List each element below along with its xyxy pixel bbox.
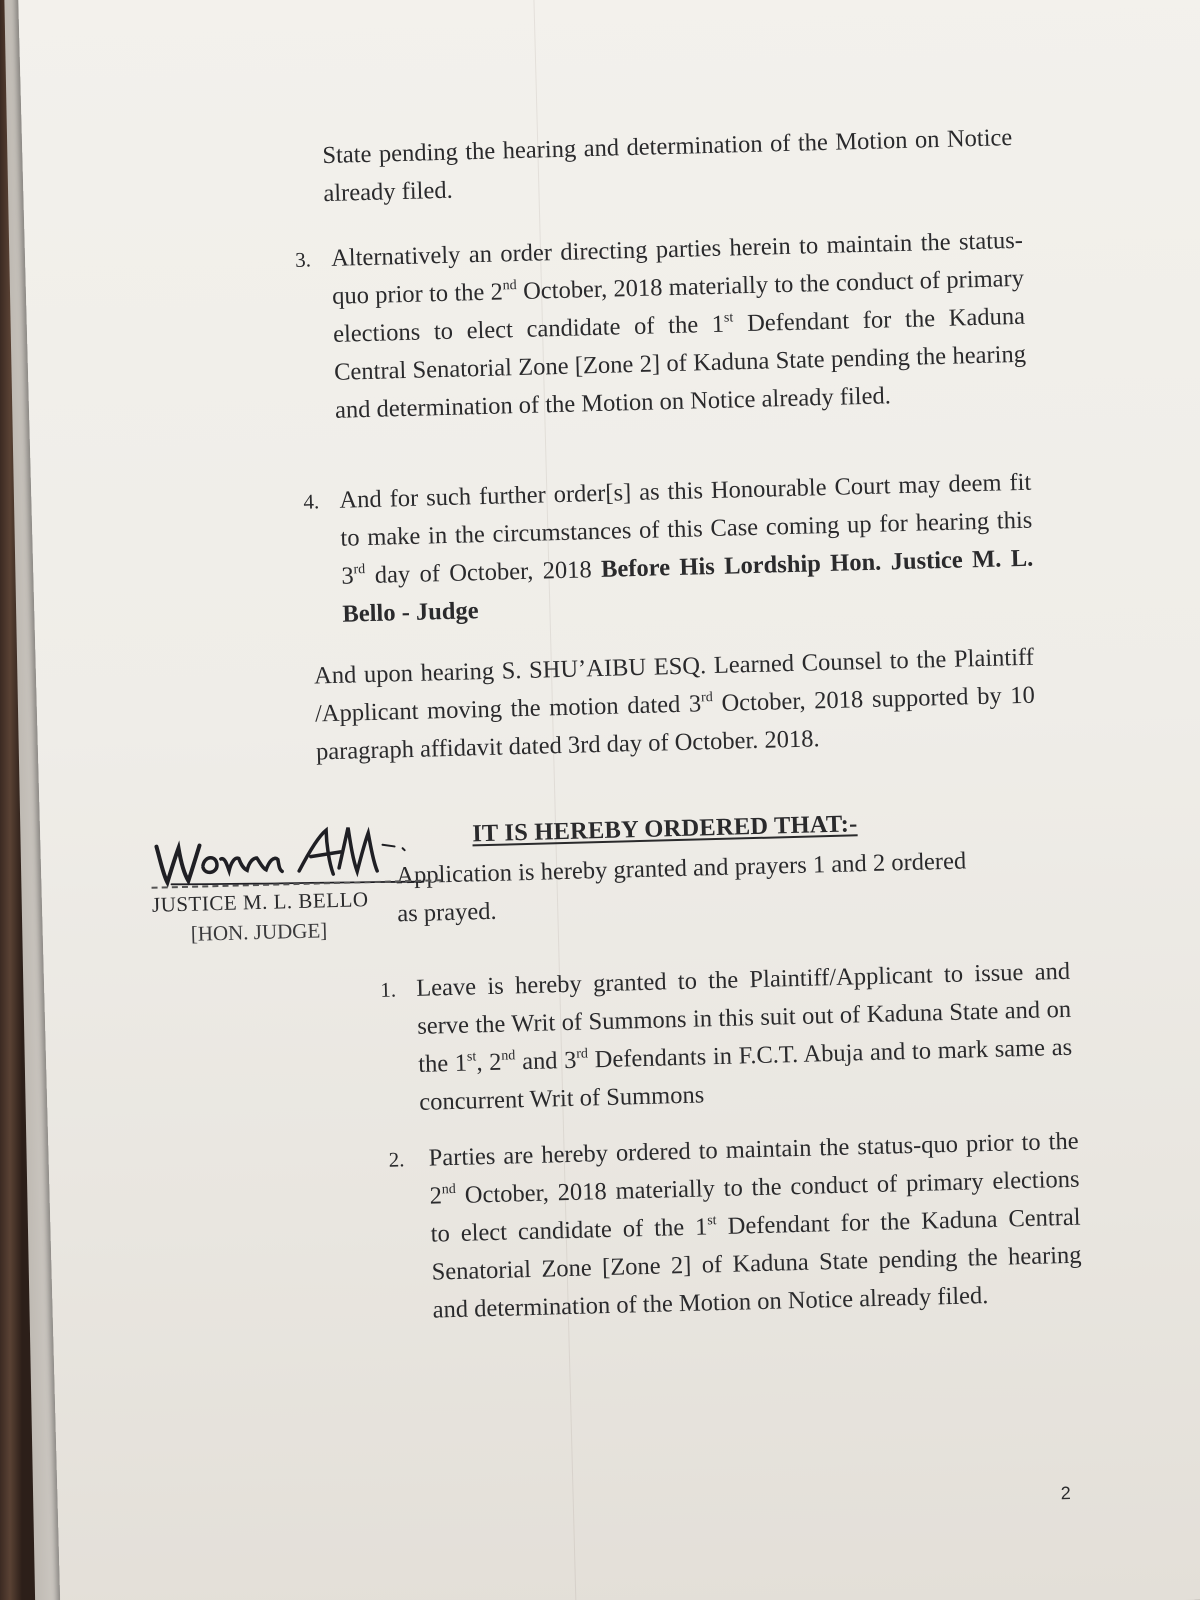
order-2-text-a: Parties are hereby ordered to maintain the status-quo prior to the 2: [428, 1127, 1079, 1210]
prayer-3-sup-b: st: [723, 310, 734, 326]
order-2-sup-a: nd: [441, 1181, 456, 1198]
prayer-number-3: 3.: [294, 247, 312, 272]
order-body-2: [428, 1123, 1083, 1330]
order-1-sup-a: st: [466, 1049, 477, 1065]
order-2-sup-b: st: [707, 1213, 717, 1229]
order-1-sup-c: rd: [576, 1046, 589, 1062]
judge-title: [HON. JUDGE]: [190, 918, 328, 946]
prayer-item-3: [295, 222, 1028, 441]
prayer-4-sup-a: rd: [353, 562, 366, 578]
prayer-item-4: [303, 464, 1035, 643]
prayer-body-3: [331, 222, 1028, 430]
order-1-text-b: , 2: [476, 1048, 502, 1077]
hearing-text-b: October, 2018 supported by 10 paragraph affidavit dated 3rd day of October. 2018.: [315, 681, 1036, 766]
prayer-4-bold-text: Before His Lordship Hon. Justice M. L. Bello - Judge: [342, 544, 1034, 628]
prayer-3-text-c: Defendant for the Kaduna Central Senatorial Zone [Zone 2] of Kaduna State pending the hearing and determination of the Motion on Notice already filed.: [333, 302, 1027, 424]
order-1-text-d: Defendants in F.C.T. Abuja and to mark same as concurrent Writ of Summons: [418, 1033, 1073, 1116]
prayer-3-sup-a: nd: [502, 278, 517, 294]
prayer-body-4: [339, 464, 1035, 634]
order-intro: [396, 842, 968, 933]
signature-block: [150, 819, 443, 957]
hearing-sup-a: rd: [700, 690, 713, 706]
continuation-paragraph: [322, 119, 1014, 213]
hearing-text-a: And upon hearing S. SHU’AIBU ESQ. Learned Counsel to the Plaintiff /Applicant moving the motion dated 3: [313, 643, 1035, 728]
order-intro-text: Application is hereby granted and prayers 1 and 2 ordered as prayed.: [395, 847, 967, 928]
prayer-number-4: 4.: [303, 489, 320, 514]
judge-name: JUSTICE M. L. BELLO: [151, 887, 369, 917]
order-1-sup-b: nd: [501, 1048, 516, 1064]
order-item-2: [388, 1123, 1083, 1341]
page-number: 2: [1060, 1482, 1071, 1504]
order-number-2: 2.: [388, 1147, 405, 1172]
order-body-1: [416, 953, 1074, 1122]
prayer-3-text-b: October, 2018 materially to the conduct of primary elections to elect candidate of the 1: [332, 264, 1025, 348]
order-1-text-a: Leave is hereby granted to the Plaintiff/Applicant to issue and serve the Writ of Summons in this suit out of Kaduna State and on the 1: [415, 957, 1072, 1078]
continuation-text: State pending the hearing and determination of the Motion on Notice already filed.: [322, 124, 1013, 208]
prayer-4-text-b: day of October, 2018: [365, 555, 602, 590]
order-heading: IT IS HEREBY ORDERED THAT:-: [471, 810, 858, 848]
order-item-1: [380, 953, 1074, 1131]
order-2-text-c: Defendant for the Kaduna Central Senatorial Zone [Zone 2] of Kaduna State pending the hearing and determination of the Motion on Notice already filed.: [431, 1203, 1082, 1324]
order-2-text-b: October, 2018 materially to the conduct of primary elections to elect candidate of the 1: [430, 1165, 1080, 1248]
prayer-4-text-a: And for such further order[s] as this Honourable Court may deem fit to make in the circumstances of this Case coming up for hearing this 3: [339, 468, 1033, 590]
prayer-3-text-a: Alternatively an order directing parties herein to maintain the status-quo prior to the 2: [330, 226, 1024, 310]
order-number-1: 1.: [379, 977, 397, 1002]
hearing-paragraph: [314, 639, 1037, 772]
order-1-text-c: and 3: [515, 1046, 577, 1076]
document-page: [18, 0, 1200, 1600]
